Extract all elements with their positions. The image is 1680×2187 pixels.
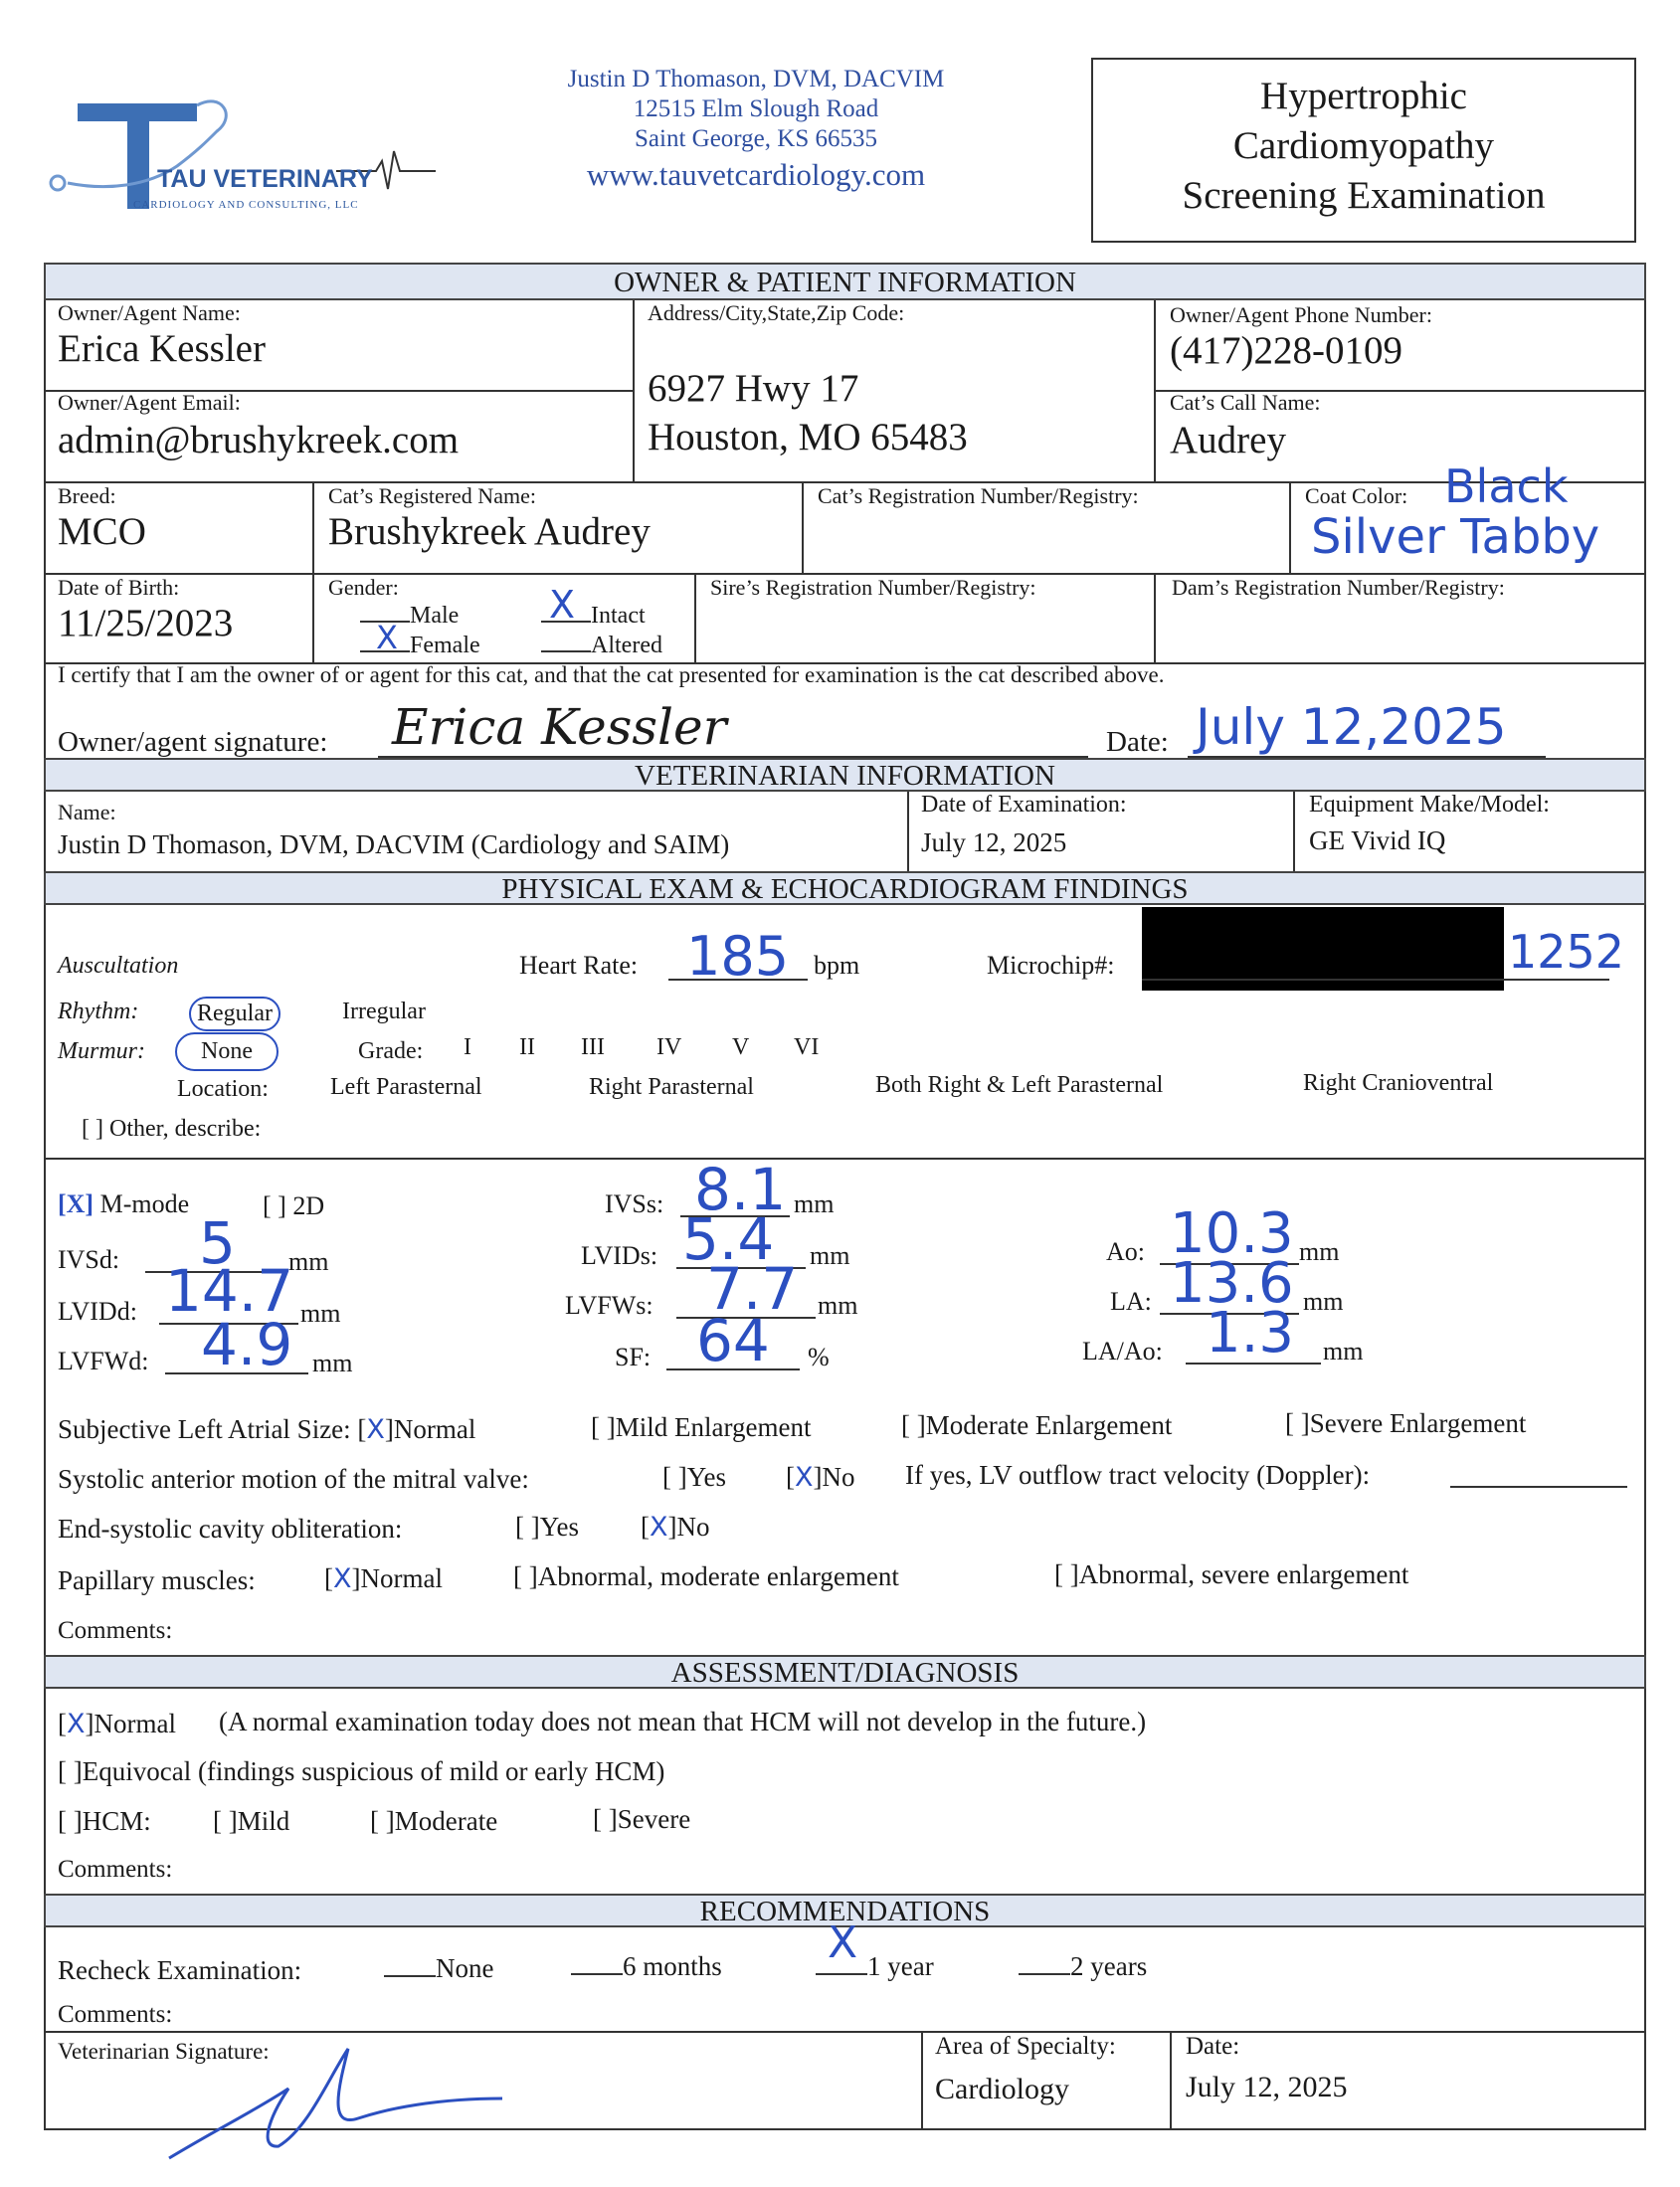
- heart-rate-label: Heart Rate:: [519, 951, 639, 980]
- date-of-birth: 11/25/2023: [58, 602, 234, 644]
- coat-color-line-1: Black: [1444, 459, 1569, 513]
- lvfwd-unit: mm: [312, 1349, 353, 1377]
- breed: MCO: [58, 510, 146, 553]
- specialty-label: Area of Specialty:: [935, 2033, 1116, 2060]
- status-altered-label: Altered: [591, 633, 662, 658]
- recheck-6-months[interactable]: [571, 1951, 722, 1982]
- recheck-label: Recheck Examination:: [58, 1955, 302, 1985]
- vet-section-heading: VETERINARIAN INFORMATION: [44, 758, 1646, 792]
- la-ao-label: LA/Ao:: [1082, 1337, 1163, 1366]
- esco-no[interactable]: [X]No: [641, 1512, 710, 1543]
- sam-no[interactable]: [X]No: [786, 1462, 855, 1493]
- equipment: GE Vivid IQ: [1309, 825, 1446, 855]
- equipment-label: Equipment Make/Model:: [1309, 792, 1550, 818]
- gender-label: Gender:: [328, 575, 399, 600]
- title-line-1: Hypertrophic: [1260, 75, 1467, 117]
- owner-signature: Erica Kessler: [392, 698, 727, 756]
- clinic-logo: [48, 91, 446, 221]
- bpm-label: bpm: [814, 951, 860, 980]
- la-size-label: Subjective Left Atrial Size:: [58, 1414, 351, 1444]
- recommendations-comments-label: Comments:: [58, 2001, 173, 2028]
- lvidd-label: LVIDd:: [58, 1297, 137, 1326]
- la-size-moderate[interactable]: [ ]Moderate Enlargement: [901, 1410, 1173, 1440]
- check-mark: X: [650, 1512, 668, 1543]
- recheck-6-months-label: 6 months: [623, 1951, 722, 1981]
- recheck-1-year-label: 1 year: [867, 1951, 934, 1981]
- mmode-option[interactable]: [58, 1189, 189, 1219]
- assessment-section-heading: ASSESSMENT/DIAGNOSIS: [44, 1655, 1646, 1689]
- sf-label: SF:: [615, 1343, 652, 1371]
- clinic-address-1: 12515 Elm Slough Road: [633, 95, 879, 122]
- registration-number-label: Cat’s Registration Number/Registry:: [818, 483, 1139, 508]
- la-value: 13.6: [1170, 1251, 1294, 1316]
- registered-name: Brushykreek Audrey: [328, 510, 651, 553]
- grade-3[interactable]: III: [581, 1034, 605, 1060]
- owner-name-label: Owner/Agent Name:: [58, 300, 241, 325]
- coat-color-label: Coat Color:: [1305, 483, 1408, 508]
- auscultation-heading: Auscultation: [58, 953, 179, 979]
- grade-1[interactable]: I: [464, 1034, 471, 1060]
- recheck-none-label: None: [436, 1953, 494, 1983]
- call-name-label: Cat’s Call Name:: [1170, 390, 1321, 415]
- assessment-moderate[interactable]: [ ]Moderate: [370, 1806, 498, 1836]
- clinic-website[interactable]: www.tauvetcardiology.com: [586, 157, 926, 192]
- grade-6[interactable]: VI: [794, 1034, 820, 1060]
- la-size-mild[interactable]: [ ]Mild Enlargement: [591, 1412, 812, 1442]
- assessment-equivocal[interactable]: [ ]Equivocal (findings suspicious of mild or early HCM): [58, 1756, 665, 1786]
- breed-label: Breed:: [58, 483, 116, 508]
- title-line-3: Screening Examination: [1182, 174, 1546, 217]
- rhythm-irregular[interactable]: Irregular: [342, 999, 426, 1024]
- grade-2[interactable]: II: [519, 1034, 535, 1060]
- lvidd-value: 14.7: [165, 1257, 294, 1325]
- papillary-severe[interactable]: [ ]Abnormal, severe enlargement: [1054, 1559, 1409, 1589]
- vet-date-label: Date:: [1186, 2033, 1240, 2060]
- grade-label: Grade:: [358, 1038, 424, 1064]
- check-mark: X: [333, 1563, 352, 1594]
- vet-name-label: Name:: [58, 800, 116, 824]
- findings-comments-label: Comments:: [58, 1617, 173, 1644]
- gender-male-label: Male: [410, 603, 460, 629]
- lvfwd-value: 4.9: [201, 1311, 293, 1378]
- sam-label: Systolic anterior motion of the mitral valve:: [58, 1464, 529, 1494]
- location-both-parasternal[interactable]: Both Right & Left Parasternal: [875, 1072, 1164, 1098]
- grade-4[interactable]: IV: [656, 1034, 682, 1060]
- ao-unit: mm: [1299, 1237, 1340, 1266]
- owner-date-label: Date:: [1106, 726, 1169, 758]
- lvfws-unit: mm: [818, 1291, 858, 1320]
- la-ao-value: 1.3: [1206, 1301, 1295, 1366]
- location-label: Location:: [177, 1076, 269, 1102]
- sam-yes[interactable]: [ ]Yes: [662, 1462, 727, 1492]
- lvfwd-label: LVFWd:: [58, 1347, 149, 1375]
- one-year-check-mark: X: [828, 1917, 858, 1968]
- assessment-normal-note: (A normal examination today does not mean that HCM will not develop in the future.): [219, 1707, 1147, 1736]
- ivss-value: 8.1: [694, 1156, 787, 1223]
- vet-signature-label: Veterinarian Signature:: [58, 2039, 270, 2064]
- clinic-contact: [517, 66, 995, 193]
- ao-value: 10.3: [1170, 1201, 1294, 1266]
- owner-phone: (417)228-0109: [1170, 329, 1402, 372]
- form-title-box: [1091, 58, 1636, 243]
- la-size-normal[interactable]: [X]Normal: [357, 1414, 476, 1445]
- vet-name: Justin D Thomason, DVM, DACVIM (Cardiology and SAIM): [58, 829, 730, 859]
- owner-name: Erica Kessler: [58, 327, 266, 370]
- address-line-1: 6927 Hwy 17: [648, 367, 859, 410]
- esco-no-label: No: [676, 1512, 710, 1542]
- female-check-mark: X: [376, 619, 398, 656]
- ivss-unit: mm: [794, 1189, 835, 1218]
- ao-label: Ao:: [1106, 1237, 1145, 1266]
- la-size-severe[interactable]: [ ]Severe Enlargement: [1285, 1408, 1527, 1438]
- murmur-label: Murmur:: [58, 1038, 145, 1064]
- lvids-label: LVIDs:: [581, 1241, 658, 1270]
- assessment-severe[interactable]: [ ]Severe: [593, 1804, 691, 1834]
- status-altered[interactable]: [541, 633, 662, 659]
- papillary-moderate[interactable]: [ ]Abnormal, moderate enlargement: [513, 1561, 899, 1591]
- specialty: Cardiology: [935, 2073, 1069, 2105]
- esco-label: End-systolic cavity obliteration:: [58, 1514, 403, 1544]
- gender-female-label: Female: [410, 633, 480, 658]
- location-right-cranioventral[interactable]: Right Cranioventral: [1303, 1070, 1494, 1096]
- papillary-normal[interactable]: [X]Normal: [324, 1563, 443, 1594]
- email-label: Owner/Agent Email:: [58, 390, 241, 415]
- clinic-name: TAU VETERINARY: [157, 165, 373, 193]
- coat-color-line-2: Silver Tabby: [1311, 509, 1600, 565]
- esco-yes[interactable]: [ ]Yes: [515, 1512, 580, 1542]
- phone-label: Owner/Agent Phone Number:: [1170, 302, 1432, 327]
- gender-male[interactable]: [360, 603, 459, 630]
- lvfws-label: LVFWs:: [565, 1291, 653, 1320]
- lvfws-value: 7.7: [706, 1255, 799, 1323]
- recheck-2-years-label: 2 years: [1070, 1951, 1148, 1981]
- intact-check-mark: X: [549, 583, 576, 627]
- exam-date-label: Date of Examination:: [921, 792, 1127, 818]
- rhythm-label: Rhythm:: [58, 999, 139, 1024]
- sf-value: 64: [696, 1307, 770, 1374]
- title-line-2: Cardiomyopathy: [1232, 124, 1495, 167]
- sf-unit: %: [808, 1343, 830, 1371]
- la-size-normal-label: Normal: [393, 1414, 476, 1444]
- clinic-subtitle: CARDIOLOGY AND CONSULTING, LLC: [133, 199, 359, 211]
- microchip-visible: 1252: [1508, 925, 1625, 979]
- la-label: LA:: [1110, 1287, 1152, 1316]
- findings-section-heading: PHYSICAL EXAM & ECHOCARDIOGRAM FINDINGS: [44, 871, 1646, 905]
- recommendations-section-heading: RECOMMENDATIONS: [44, 1894, 1646, 1927]
- murmur-none[interactable]: None: [175, 1032, 279, 1071]
- assessment-comments-label: Comments:: [58, 1856, 173, 1883]
- owner-date: July 12,2025: [1196, 698, 1507, 756]
- vet-date: July 12, 2025: [1186, 2071, 1348, 2103]
- papillary-normal-label: Normal: [360, 1563, 443, 1593]
- lvidd-unit: mm: [300, 1299, 341, 1328]
- owner-section-heading: OWNER & PATIENT INFORMATION: [44, 263, 1646, 300]
- vet-signature-icon: [159, 2029, 517, 2178]
- owner-email: admin@brushykreek.com: [58, 419, 460, 461]
- ivss-label: IVSs:: [605, 1189, 664, 1218]
- owner-signature-label: Owner/agent signature:: [58, 726, 328, 758]
- check-mark: X: [795, 1462, 814, 1493]
- grade-5[interactable]: V: [732, 1034, 750, 1060]
- location-right-parasternal[interactable]: Right Parasternal: [589, 1074, 754, 1100]
- ivsd-unit: mm: [288, 1247, 329, 1276]
- call-name: Audrey: [1170, 419, 1286, 461]
- recheck-2-years[interactable]: [1019, 1951, 1147, 1982]
- recheck-none[interactable]: [384, 1953, 493, 1984]
- location-left-parasternal[interactable]: Left Parasternal: [330, 1074, 482, 1100]
- clinic-address-2: Saint George, KS 66535: [635, 125, 877, 152]
- certification-text: I certify that I am the owner of or agent for this cat, and that the cat presented for examination is the cat described above.: [58, 662, 1165, 687]
- doctor-name: Justin D Thomason, DVM, DACVIM: [567, 66, 945, 92]
- ivsd-value: 5: [199, 1209, 236, 1277]
- check-mark: X: [366, 1414, 385, 1445]
- exam-date: July 12, 2025: [921, 827, 1067, 857]
- status-intact-label: Intact: [591, 603, 646, 629]
- papillary-label: Papillary muscles:: [58, 1565, 256, 1595]
- registered-name-label: Cat’s Registered Name:: [328, 483, 536, 508]
- assessment-mild[interactable]: [ ]Mild: [213, 1806, 290, 1836]
- assessment-normal-label: Normal: [93, 1709, 176, 1738]
- rhythm-regular[interactable]: Regular: [189, 997, 280, 1031]
- la-size-row: [58, 1414, 475, 1445]
- microchip-label: Microchip#:: [987, 951, 1115, 980]
- lvids-value: 5.4: [682, 1205, 775, 1273]
- twod-option[interactable]: [ ] 2D: [263, 1191, 325, 1220]
- ivsd-label: IVSd:: [58, 1245, 120, 1274]
- address-line-2: Houston, MO 65483: [648, 416, 968, 458]
- check-mark: X: [67, 1709, 86, 1739]
- lvids-unit: mm: [810, 1241, 850, 1270]
- sam-no-label: No: [822, 1462, 855, 1492]
- other-describe[interactable]: [ ] Other, describe:: [82, 1116, 262, 1142]
- mmode-label: M-mode: [99, 1189, 190, 1218]
- mmode-checkbox[interactable]: [X]: [58, 1189, 94, 1218]
- la-ao-unit: mm: [1323, 1337, 1364, 1366]
- sire-label: Sire’s Registration Number/Registry:: [710, 575, 1036, 600]
- grade-options: [464, 1034, 819, 1061]
- dam-label: Dam’s Registration Number/Registry:: [1172, 575, 1505, 600]
- address-label: Address/City,State,Zip Code:: [648, 300, 905, 325]
- heart-rate: 185: [686, 925, 790, 988]
- sam-doppler-label: If yes, LV outflow tract velocity (Doppler):: [905, 1460, 1371, 1490]
- assessment-normal[interactable]: [X]Normal: [58, 1709, 176, 1739]
- dob-label: Date of Birth:: [58, 575, 180, 600]
- la-unit: mm: [1303, 1287, 1344, 1316]
- assessment-hcm[interactable]: [ ]HCM:: [58, 1806, 151, 1836]
